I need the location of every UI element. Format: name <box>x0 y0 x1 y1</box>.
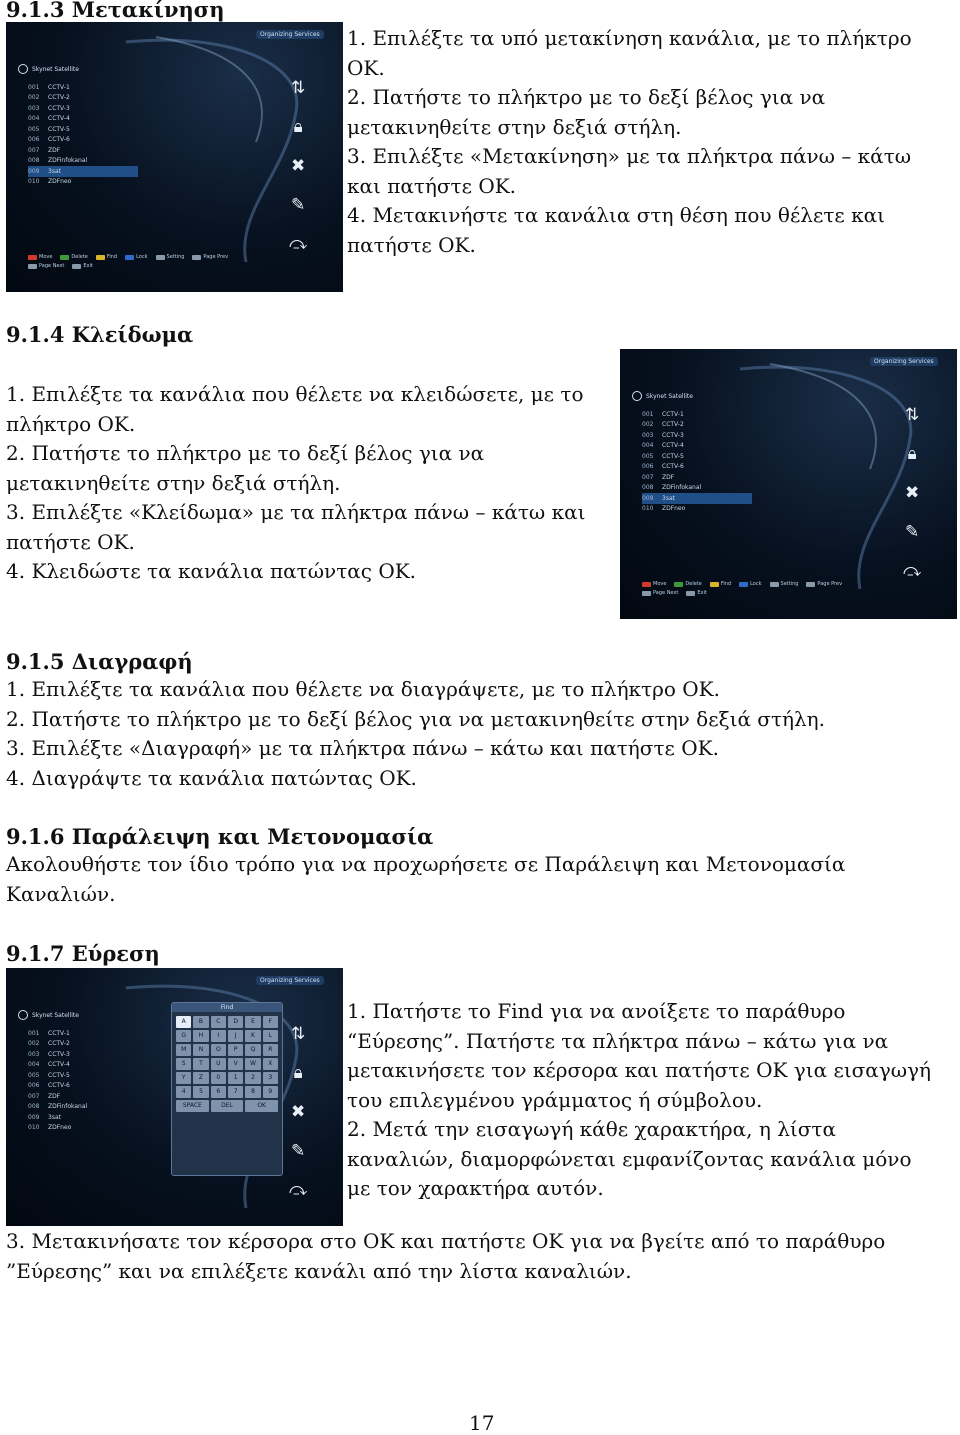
keyboard-key[interactable]: Y <box>176 1072 191 1084</box>
move-icon[interactable]: ⇅ <box>904 405 920 425</box>
skip-icon[interactable]: ⤼ <box>903 561 922 581</box>
keyboard-key[interactable]: W <box>245 1058 260 1070</box>
screenshot-lock <box>620 349 957 619</box>
list-item[interactable]: 009 3sat <box>28 166 138 177</box>
keyboard-key[interactable]: 7 <box>228 1086 243 1098</box>
list-item[interactable]: 008 ZDFinfokanal <box>28 1103 88 1111</box>
skip-icon[interactable]: ⤼ <box>289 1180 308 1200</box>
list-item[interactable]: 002 CCTV-2 <box>642 421 684 429</box>
list-item[interactable]: 005 CCTV-5 <box>642 452 684 460</box>
list-item[interactable]: 006 CCTV-6 <box>28 1082 70 1090</box>
keyboard-key[interactable]: 6 <box>211 1086 226 1098</box>
keyboard-key[interactable]: T <box>193 1058 208 1070</box>
list-item[interactable]: 001 CCTV-1 <box>642 410 684 418</box>
keyboard-key[interactable]: L <box>263 1030 278 1042</box>
rename-icon[interactable]: ✎ <box>290 195 306 215</box>
keyboard-key[interactable]: A <box>176 1016 191 1028</box>
keyboard-key[interactable]: X <box>263 1058 278 1070</box>
keyboard-key[interactable]: Z <box>193 1072 208 1084</box>
satellite-icon <box>18 64 28 74</box>
list-item[interactable]: 010 ZDFneo <box>642 505 686 513</box>
channel-list <box>28 1028 138 1133</box>
move-instructions: 1. Επιλέξτε τα υπό μετακίνηση κανάλια, με το πλήκτρο ΟΚ. 2. Πατήστε το πλήκτρο με το δεξί βέλος για να μετακινηθείτε στην δεξιά στήλη. 3. Επιλέξτε «Μετακίνηση» με τα πλήκτρα πάνω – κάτω και πατήστε ΟΚ. 4. Μετακινήστε τα κανάλια στη θέση που θέλετε και πατήστε ΟΚ. <box>347 26 912 257</box>
heading-lock: 9.1.4 Κλείδωμα <box>6 322 194 347</box>
keyboard-key[interactable]: V <box>228 1058 243 1070</box>
keyboard-key[interactable]: I <box>211 1030 226 1042</box>
keyboard-key[interactable]: P <box>228 1044 243 1056</box>
keyboard-key[interactable]: 1 <box>228 1072 243 1084</box>
list-item[interactable]: 007 ZDF <box>28 146 61 154</box>
list-item[interactable]: 006 CCTV-6 <box>642 463 684 471</box>
keyboard-key[interactable]: 0 <box>211 1072 226 1084</box>
keyboard-key[interactable]: 8 <box>245 1086 260 1098</box>
keyboard-key[interactable]: DEL <box>211 1100 244 1112</box>
delete-instructions: 1. Επιλέξτε τα κανάλια που θέλετε να διαγράψετε, με το πλήκτρο ΟΚ. 2. Πατήστε το πλήκτρο με το δεξί βέλος για να μετακινηθείτε στην δεξιά στήλη. 3. Επιλέξτε «Διαγραφή» με τα πλήκτρα πάνω – κάτω και πατήστε ΟΚ. 4. Διαγράψτε τα κανάλια πατώντας ΟΚ. <box>6 677 826 790</box>
page-number: 17 <box>469 1411 495 1435</box>
channel-list <box>28 82 138 187</box>
legend-move: Move <box>28 254 52 260</box>
keyboard-key[interactable]: Q <box>245 1044 260 1056</box>
screen-header: Organizing Services <box>870 357 938 366</box>
legend-page-prev: Page Prev <box>192 254 228 260</box>
legend-setting: Setting <box>770 581 799 587</box>
screen-title: Skynet Satellite <box>32 66 79 73</box>
channel-list <box>642 409 752 514</box>
action-column <box>289 80 307 253</box>
keyboard-key[interactable]: K <box>245 1030 260 1042</box>
list-item[interactable]: 007 ZDF <box>28 1092 61 1100</box>
find-dialog <box>171 1002 283 1176</box>
heading-move: 9.1.3 Μετακίνηση <box>6 0 225 22</box>
list-item[interactable]: 001 CCTV-1 <box>28 1029 70 1037</box>
keyboard-key[interactable]: U <box>211 1058 226 1070</box>
screen-header: Organizing Services <box>256 976 324 985</box>
skip-icon[interactable]: ⤼ <box>289 234 308 254</box>
list-item[interactable]: 001 CCTV-1 <box>28 83 70 91</box>
keyboard-key[interactable]: G <box>176 1030 191 1042</box>
keyboard-key[interactable]: M <box>176 1044 191 1056</box>
list-item[interactable]: 003 CCTV-3 <box>28 1050 70 1058</box>
keyboard-key[interactable]: S <box>176 1058 191 1070</box>
skip-rename-text: Ακολουθήστε τον ίδιο τρόπο για να προχωρήσετε σε Παράλειψη και Μετονομασία Καναλιών. <box>6 852 846 906</box>
list-item[interactable]: 004 CCTV-4 <box>28 115 70 123</box>
keyboard-key[interactable]: SPACE <box>176 1100 209 1112</box>
keyboard-key[interactable]: 4 <box>176 1086 191 1098</box>
heading-skip-rename: 9.1.6 Παράλειψη και Μετονομασία <box>6 824 434 849</box>
list-item[interactable]: 003 CCTV-3 <box>28 104 70 112</box>
legend-exit: Exit <box>686 590 706 596</box>
screen-header: Organizing Services <box>256 30 324 39</box>
move-icon[interactable]: ⇅ <box>290 1024 306 1044</box>
rename-icon[interactable]: ✎ <box>904 522 920 542</box>
delete-icon[interactable]: ✖ <box>290 1102 306 1122</box>
keyboard-key[interactable]: J <box>228 1030 243 1042</box>
legend-exit: Exit <box>72 263 92 269</box>
lock-icon[interactable]: 🔒︎ <box>293 1063 303 1083</box>
screenshot-move <box>6 22 343 292</box>
legend-find: Find <box>96 254 117 260</box>
list-item[interactable]: 004 CCTV-4 <box>28 1061 70 1069</box>
find-instructions: 1. Πατήστε το Find για να ανοίξετε το παράθυρο “Εύρεσης”. Πατήστε τα πλήκτρα πάνω – κάτω για να μετακινήσετε τον κέρσορα και πατήστε ΟΚ για εισαγωγή του επιλεγμένου γράμματος ή σύμβολου. 2. Μετά την εισαγωγή κάθε χαρακτήρα, η λίστα καναλιών, διαμορφώνεται εμφανίζοντας κανάλια μόνο με τον χαρακτήρα αυτόν. <box>347 999 932 1200</box>
heading-find: 9.1.7 Εύρεση <box>6 941 160 966</box>
list-item[interactable]: 010 ZDFneo <box>28 1124 72 1132</box>
footer-legend <box>28 254 258 269</box>
rename-icon[interactable]: ✎ <box>290 1141 306 1161</box>
list-item[interactable]: 005 CCTV-5 <box>28 1071 70 1079</box>
list-item[interactable]: 004 CCTV-4 <box>642 442 684 450</box>
keyboard-key[interactable]: N <box>193 1044 208 1056</box>
find-instructions-tail: 3. Μετακινήσατε τον κέρσορα στο ΟΚ και πατήστε ΟΚ για να βγείτε από το παράθυρο ”Εύρεσης” και να επιλέξετε κανάλι από την λίστα καναλιών. <box>6 1229 886 1283</box>
legend-delete: Delete <box>60 254 87 260</box>
list-item[interactable]: 009 3sat <box>28 1113 61 1121</box>
list-item[interactable]: 006 CCTV-6 <box>28 136 70 144</box>
keyboard-key[interactable]: 9 <box>263 1086 278 1098</box>
legend-page-next: Page Next <box>28 263 64 269</box>
legend-lock: Lock <box>125 254 147 260</box>
list-item[interactable]: 005 CCTV-5 <box>28 125 70 133</box>
keyboard-key[interactable]: O <box>211 1044 226 1056</box>
keyboard-key[interactable]: 3 <box>263 1072 278 1084</box>
legend-find: Find <box>710 581 731 587</box>
satellite-icon <box>18 1010 28 1020</box>
screen-title: Skynet Satellite <box>646 393 693 400</box>
list-item[interactable]: 002 CCTV-2 <box>28 1040 70 1048</box>
keyboard-key[interactable]: D <box>228 1016 243 1028</box>
keyboard-key[interactable]: 2 <box>245 1072 260 1084</box>
keyboard-key[interactable]: H <box>193 1030 208 1042</box>
delete-icon[interactable]: ✖ <box>290 156 306 176</box>
legend-delete: Delete <box>674 581 701 587</box>
list-item[interactable]: 010 ZDFneo <box>28 178 72 186</box>
action-column <box>903 407 921 580</box>
list-item[interactable]: 002 CCTV-2 <box>28 94 70 102</box>
keyboard-key[interactable]: B <box>193 1016 208 1028</box>
find-dialog-title: Find <box>172 1003 282 1012</box>
lock-icon[interactable]: 🔒︎ <box>907 444 917 464</box>
screenshot-find <box>6 968 343 1226</box>
keyboard-grid <box>172 1012 282 1116</box>
list-item[interactable]: 008 ZDFinfokanal <box>642 484 702 492</box>
keyboard-key[interactable]: OK <box>245 1100 278 1112</box>
legend-lock: Lock <box>739 581 761 587</box>
action-column <box>289 1026 307 1199</box>
lock-instructions: 1. Επιλέξτε τα κανάλια που θέλετε να κλειδώσετε, με το πλήκτρο ΟΚ. 2. Πατήστε το πλήκτρο με το δεξί βέλος για να μετακινηθείτε στην δεξιά στήλη. 3. Επιλέξτε «Κλείδωμα» με τα πλήκτρα πάνω – κάτω και πατήστε ΟΚ. 4. Κλειδώστε τα κανάλια πατώντας ΟΚ. <box>6 382 586 583</box>
delete-icon[interactable]: ✖ <box>904 483 920 503</box>
keyboard-key[interactable]: F <box>263 1016 278 1028</box>
list-item[interactable]: 003 CCTV-3 <box>642 431 684 439</box>
keyboard-key[interactable]: R <box>263 1044 278 1056</box>
lock-icon[interactable]: 🔒︎ <box>293 117 303 137</box>
list-item[interactable]: 008 ZDFinfokanal <box>28 157 88 165</box>
legend-page-next: Page Next <box>642 590 678 596</box>
keyboard-key[interactable]: C <box>211 1016 226 1028</box>
heading-delete: 9.1.5 Διαγραφή <box>6 649 193 674</box>
legend-setting: Setting <box>156 254 185 260</box>
keyboard-key[interactable]: E <box>245 1016 260 1028</box>
satellite-icon <box>632 391 642 401</box>
legend-page-prev: Page Prev <box>806 581 842 587</box>
legend-move: Move <box>642 581 666 587</box>
keyboard-key[interactable]: 5 <box>193 1086 208 1098</box>
screen-title: Skynet Satellite <box>32 1012 79 1019</box>
list-item[interactable]: 009 3sat <box>642 493 752 504</box>
list-item[interactable]: 007 ZDF <box>642 473 675 481</box>
move-icon[interactable]: ⇅ <box>290 78 306 98</box>
footer-legend <box>642 581 872 596</box>
